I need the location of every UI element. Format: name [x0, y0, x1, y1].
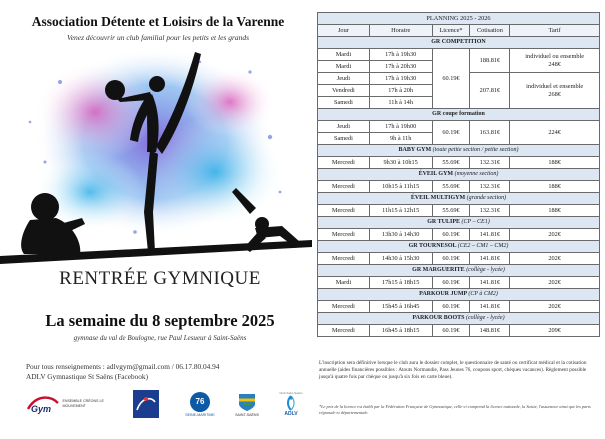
cell-horaire: 9h à 11h	[369, 133, 432, 145]
section-note: (CP à CM2)	[468, 291, 498, 297]
cell-cotisation: 188.81€	[470, 49, 510, 73]
cell-jour: Mercredi	[318, 157, 370, 169]
cell-horaire: 11h à 14h	[369, 97, 432, 109]
adlv-ribbon-icon	[283, 395, 299, 411]
watercolor-splash	[35, 62, 155, 162]
cell-licence: 60.19€	[432, 301, 470, 313]
cell-horaire: 17h15 à 18h15	[369, 277, 432, 289]
planning-title: PLANNING 2025 - 2026	[318, 13, 600, 25]
table-row	[318, 49, 600, 61]
cell-cotisation: 141.81€	[470, 253, 510, 265]
association-title: Association Détente et Loisirs de la Varenne	[31, 14, 285, 29]
licence-footnote: *Le prix de la licence est établi par la Fédération Française de Gymnastique, celle-ci comprend la licence nationale, la Saisie, l'assurance ainsi que les parts régionale et départementale.	[319, 404, 591, 415]
planning-table	[317, 12, 600, 337]
adlv-logo-top: Club Saint-Saëns	[279, 391, 303, 395]
section-name: PARKOUR BOOTS	[412, 315, 465, 321]
cell-licence: 60.19€	[432, 277, 470, 289]
cell-jour: Mardi	[318, 277, 370, 289]
cell-horaire: 17h à 19h00	[369, 121, 432, 133]
adlv-logo	[274, 388, 308, 420]
section-header	[318, 241, 600, 253]
tarif-label: individuel ou ensemble	[525, 52, 585, 60]
section-header	[318, 169, 600, 181]
cell-horaire: 10h15 à 11h15	[369, 181, 432, 193]
saint-saens-logo	[232, 388, 262, 420]
cell-jour: Mercredi	[318, 181, 370, 193]
section-header	[318, 37, 600, 49]
watercolor-splash	[185, 67, 275, 137]
rentree-headline: RENTRÉE GYMNIQUE	[59, 268, 261, 289]
cell-licence: 60.19€	[432, 49, 470, 109]
cell-jour: Jeudi	[318, 73, 370, 85]
ffgym-icon	[26, 393, 60, 415]
table-row	[318, 205, 600, 217]
table-row	[318, 325, 600, 337]
cell-cotisation: 141.81€	[470, 277, 510, 289]
event-date: La semaine du 8 septembre 2025	[45, 311, 275, 330]
cell-jour: Mercredi	[318, 229, 370, 241]
section-header	[318, 313, 600, 325]
cell-horaire: 17h à 20h30	[369, 61, 432, 73]
cell-licence: 60.19€	[432, 121, 470, 145]
section-header	[318, 109, 600, 121]
section-header	[318, 193, 600, 205]
tarif-value: 268€	[548, 90, 561, 98]
section-header	[318, 217, 600, 229]
cell-horaire: 13h30 à 14h30	[369, 229, 432, 241]
table-row	[318, 253, 600, 265]
section-name: ÉVEIL MULTIGYM	[410, 195, 466, 201]
section-header	[318, 265, 600, 277]
cell-cotisation: 132.31€	[470, 157, 510, 169]
section-note: (CE2 – CM1 – CM2)	[457, 243, 509, 249]
cell-horaire: 17h à 19h30	[369, 49, 432, 61]
cell-jour: Samedi	[318, 97, 370, 109]
cell-jour: Mardi	[318, 49, 370, 61]
section-name: ÉVEIL GYM	[418, 171, 454, 177]
cell-cotisation: 148.81€	[470, 325, 510, 337]
cell-jour: Samedi	[318, 133, 370, 145]
section-name: GR TULIPE	[427, 219, 460, 225]
cell-jour: Mardi	[318, 61, 370, 73]
cell-licence: 55.69€	[432, 205, 470, 217]
cell-tarif	[510, 49, 600, 73]
section-name: GR COMPETITION	[431, 39, 486, 45]
section-note: (toute petite section / petite section)	[432, 147, 519, 153]
cell-horaire: 15h45 à 16h45	[369, 301, 432, 313]
contact-info	[26, 362, 306, 382]
cell-tarif: 209€	[510, 325, 600, 337]
adlv-label: ADLV	[284, 411, 298, 417]
table-row	[318, 301, 600, 313]
cell-licence: 60.19€	[432, 325, 470, 337]
section-note: (moyenne section)	[454, 171, 499, 177]
cell-tarif: 188€	[510, 181, 600, 193]
cell-horaire: 16h45 à 18h15	[369, 325, 432, 337]
tarif-label: individuel et ensemble	[526, 82, 584, 90]
tarif-value: 248€	[548, 60, 561, 68]
table-row	[318, 121, 600, 133]
cell-tarif: 188€	[510, 205, 600, 217]
section-header	[318, 145, 600, 157]
event-location: gymnase du val de Boulogne, rue Paul Lesueur à Saint-Saëns	[73, 334, 247, 342]
cell-horaire: 17h à 19h30	[369, 73, 432, 85]
section-name: GR MARGUERITE	[412, 267, 465, 273]
column-header: Cotisation	[470, 25, 510, 37]
gymnastics-illustration	[0, 42, 312, 267]
cell-jour: Mercredi	[318, 301, 370, 313]
cell-licence: 60.19€	[432, 229, 470, 241]
seine-maritime-logo	[180, 388, 220, 420]
planning-title-row	[318, 13, 600, 25]
saint-saens-crest-icon	[237, 392, 257, 412]
cell-licence: 55.69€	[432, 181, 470, 193]
cell-cotisation: 132.31€	[470, 181, 510, 193]
column-header: Tarif	[510, 25, 600, 37]
sponsor-logos	[20, 388, 310, 422]
planning-header-row	[318, 25, 600, 37]
table-row	[318, 229, 600, 241]
comite-logo	[132, 388, 160, 420]
cell-cotisation: 141.81€	[470, 301, 510, 313]
section-note: (collège - lycée)	[465, 315, 505, 321]
cell-licence: 55.69€	[432, 157, 470, 169]
cell-cotisation: 132.31€	[470, 205, 510, 217]
cell-jour: Vendredi	[318, 85, 370, 97]
column-header: Horaire	[369, 25, 432, 37]
contact-facebook: ADLV Gymnastique St Saëns (Facebook)	[26, 372, 149, 381]
section-name: PARKOUR JUMP	[419, 291, 467, 297]
cell-tarif: 224€	[510, 121, 600, 145]
planning-panel	[317, 12, 600, 337]
cell-tarif	[510, 73, 600, 109]
table-row	[318, 157, 600, 169]
seine-maritime-label: SEINE-MARITIME	[185, 412, 215, 417]
cell-tarif: 188€	[510, 157, 600, 169]
comite-gym-icon	[133, 390, 159, 418]
cell-tarif: 202€	[510, 301, 600, 313]
cell-cotisation: 163.81€	[470, 121, 510, 145]
saint-saens-label: SAINT-SAËNS	[235, 412, 259, 417]
section-header	[318, 289, 600, 301]
cell-horaire: 17h à 20h	[369, 85, 432, 97]
cell-cotisation: 207.81€	[470, 73, 510, 109]
cell-jour: Mercredi	[318, 253, 370, 265]
cell-jour: Mercredi	[318, 325, 370, 337]
table-row	[318, 181, 600, 193]
section-name: GR coupe formation	[432, 111, 485, 117]
ffgym-tagline: ENSEMBLE CRÉONS LE MOUVEMENT	[62, 399, 104, 408]
ffgym-logo	[20, 388, 112, 420]
section-note: (CP – CE1)	[461, 219, 490, 225]
cell-horaire: 14h30 à 15h30	[369, 253, 432, 265]
column-header: Licence*	[432, 25, 470, 37]
cell-licence: 60.19€	[432, 253, 470, 265]
registration-notes: L'inscription sera définitive lorsque le club aura le dossier complet, le questionnaire de santé ou certificat médical et la cotisation annuelle (aides financières possibles : Atouts Normandie, Pass Jeunes 76, coupons sport, chèques vacances). Règlement possible jusqu'à quatre fois par chèque ou jusqu'à six fois en carte bleue).	[319, 360, 587, 380]
column-header: Jour	[318, 25, 370, 37]
cell-jour: Mercredi	[318, 205, 370, 217]
badge-76: 76	[190, 392, 210, 412]
cell-jour: Jeudi	[318, 121, 370, 133]
section-name: BABY GYM	[398, 147, 432, 153]
cell-tarif: 202€	[510, 277, 600, 289]
table-row	[318, 277, 600, 289]
cell-cotisation: 141.81€	[470, 229, 510, 241]
section-note: (grande section)	[466, 195, 507, 201]
svg-text:Gym: Gym	[30, 404, 51, 414]
contact-email-phone: Pour tous renseignements : adlvgym@gmail.com / 06.17.80.04.94	[26, 362, 220, 371]
section-note: (collège - lycée)	[466, 267, 505, 273]
cell-tarif: 202€	[510, 253, 600, 265]
cell-tarif: 202€	[510, 229, 600, 241]
cell-horaire: 11h15 à 12h15	[369, 205, 432, 217]
cell-horaire: 9h30 à 10h15	[369, 157, 432, 169]
association-subtitle: Venez découvrir un club familial pour les petits et les grands	[66, 33, 250, 42]
section-name: GR TOURNESOL	[408, 243, 457, 249]
